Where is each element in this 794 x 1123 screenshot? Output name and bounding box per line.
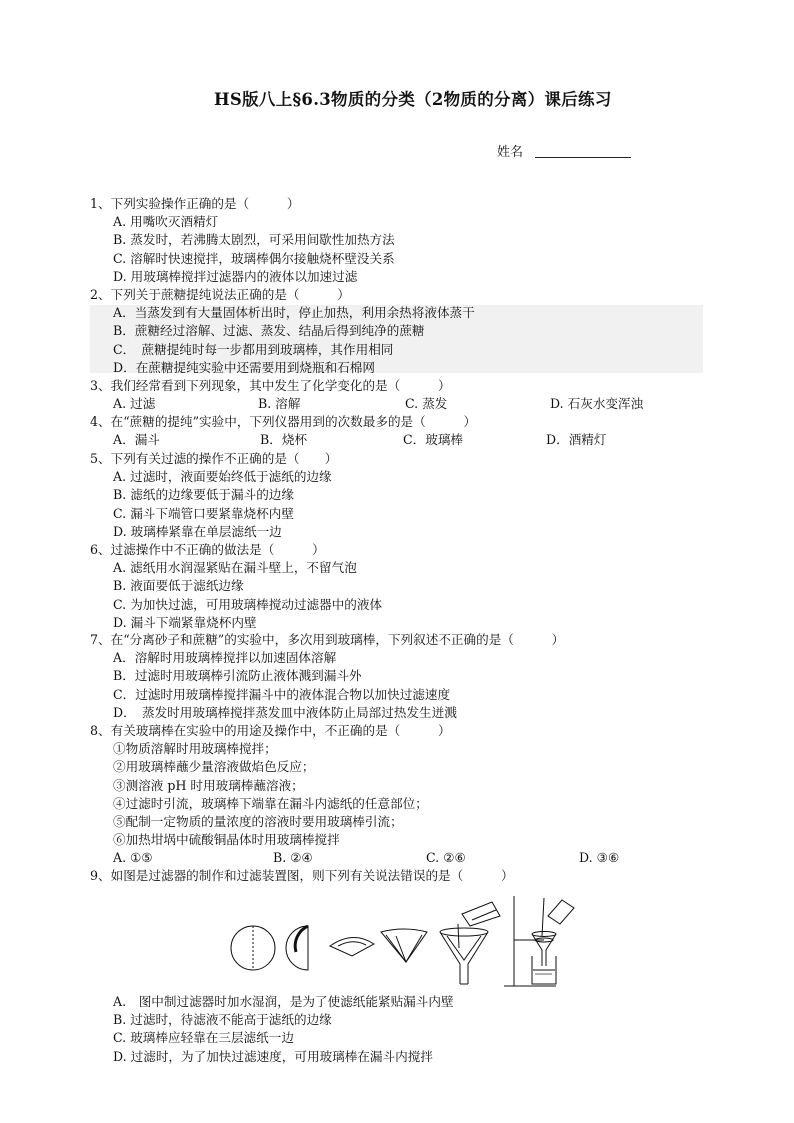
question-9 [90,867,514,885]
question-stem: 1、下列实验操作正确的是（ ） [90,196,300,211]
option-c[interactable]: C. 溶解时快速搅拌，玻璃棒偶尔接触烧杯壁没关系 [113,250,395,266]
statement-4: ④过滤时引流，玻璃棒下端靠在漏斗内滤纸的任意部位； [113,795,428,811]
option-c[interactable]: C．玻璃棒 [403,432,464,448]
filter-paper-circle [231,926,275,970]
option-row [90,849,620,867]
funnel [440,928,488,984]
question-6 [90,541,382,632]
filter-paper-cone [381,929,427,962]
ring-stand [504,896,556,986]
question-stem: 4、在“蔗糖的提纯”实验中，下列仪器用到的次数最多的是（ ） [90,414,477,429]
pouring-beaker [458,902,500,948]
question-7 [90,631,564,722]
option-b[interactable]: B．过滤时用玻璃棒引流防止液体溅到漏斗外 [113,668,362,684]
option-d[interactable]: D. 玻璃棒紧靠在单层滤纸一边 [113,523,282,539]
question-4 [90,413,607,449]
option-a[interactable]: A. 用嘴吹灭酒精灯 [113,214,219,230]
name-label: 姓名 [497,145,524,160]
option-a[interactable]: A．溶解时用玻璃棒搅拌以加速固体溶解 [113,650,337,666]
option-a[interactable]: A. ①⑤ [113,850,153,866]
option-b[interactable]: B. 蒸发时，若沸腾太剧烈，可采用间歇性加热方法 [113,232,395,248]
option-d[interactable]: D．在蔗糖提纯实验中还需要用到烧瓶和石棉网 [113,359,375,375]
option-b[interactable]: B. 液面要低于滤纸边缘 [113,578,244,594]
option-a[interactable]: A. 图中制过滤器时加水湿润，是为了使滤纸能紧贴漏斗内壁 [113,994,454,1009]
question-3 [90,377,644,413]
question-stem: 6、过滤操作中不正确的做法是（ ） [90,542,325,557]
option-d[interactable]: D．酒精灯 [546,432,607,448]
statement-6: ⑥加热坩埚中硫酸铜晶体时用玻璃棒搅拌 [113,832,340,848]
name-field [497,141,631,160]
stand-pouring-beaker [542,898,574,936]
option-c[interactable]: C. 为加快过滤，可用玻璃棒搅动过滤器中的液体 [113,596,383,612]
question-stem: 7、在“分离砂子和蔗糖”的实验中，多次用到玻璃棒，下列叙述不正确的是（ ） [90,632,565,647]
statement-3: ③测溶液 pH 时用玻璃棒蘸溶液； [113,777,304,793]
question-stem: 8、有关玻璃棒在实验中的用途及操作中，不正确的是（ ） [90,723,451,738]
option-d[interactable]: D. 用玻璃棒搅拌过滤器内的液体以加速过滤 [113,268,358,284]
filter-paper-quarter [330,937,374,956]
option-c[interactable]: C. ②⑥ [426,850,466,866]
option-c[interactable]: C． 蔗糖提纯时每一步都用到玻璃棒，其作用相同 [113,341,394,357]
option-c[interactable]: C. 漏斗下端管口要紧靠烧杯内壁 [113,505,294,521]
option-b[interactable]: B. 过滤时，待滤液不能高于滤纸的边缘 [113,1012,332,1028]
option-b[interactable]: B．烧杯 [260,432,308,448]
question-stem: 3、我们经常看到下列现象，其中发生了化学变化的是（ ） [90,378,451,393]
option-b[interactable]: B. 滤纸的边缘要低于漏斗的边缘 [113,487,294,503]
question-2 [90,286,475,377]
option-d[interactable]: D． 蒸发时用玻璃棒搅拌蒸发皿中液体防止局部过热发生迸溅 [113,704,457,720]
question-stem: 9、如图是过滤器的制作和过滤装置图，则下列有关说法错误的是（ ） [90,868,514,883]
option-c[interactable]: C. 玻璃棒应轻靠在三层滤纸一边 [113,1030,294,1046]
name-blank-line[interactable] [535,145,631,158]
filtration-figure [226,886,596,986]
option-a[interactable]: A. 滤纸用水润湿紧贴在漏斗壁上，不留气泡 [113,560,357,576]
option-a[interactable]: A. 过滤时，液面要始终低于滤纸的边缘 [113,469,332,485]
question-8 [90,722,620,868]
option-b[interactable]: B．蔗糖经过溶解、过滤、蒸发、结晶后得到纯净的蔗糖 [113,323,425,339]
option-c[interactable]: C．过滤时用玻璃棒搅拌漏斗中的液体混合物以加快过滤速度 [113,686,451,702]
statement-5: ⑤配制一定物质的量浓度的溶液时要用玻璃棒引流； [113,814,403,830]
option-a[interactable]: A．漏斗 [113,432,160,448]
question-stem: 5、下列有关过滤的操作不正确的是（ ） [90,451,338,466]
question-5 [90,450,337,541]
statement-1: ①物质溶解时用玻璃棒搅拌； [113,741,277,757]
statement-2: ②用玻璃棒蘸少量溶液做焰色反应； [113,759,315,775]
receiving-beaker [532,956,556,984]
option-b[interactable]: B. 溶解 [258,396,301,412]
filter-paper-half [286,926,308,970]
question-stem: 2、下列关于蔗糖提纯说法正确的是（ ） [90,287,350,302]
filtration-figure-drawing [226,886,596,986]
question-1 [90,195,395,286]
option-row [90,431,607,449]
option-b[interactable]: B. ②④ [273,850,313,866]
option-row [90,395,644,413]
question-9-options [90,993,454,1066]
option-c[interactable]: C. 蒸发 [405,396,448,412]
option-d[interactable]: D. ③⑥ [579,850,620,866]
option-a[interactable]: A．当蒸发到有大量固体析出时，停止加热，利用余热将液体蒸干 [113,305,475,321]
option-d[interactable]: D. 过滤时，为了加快过滤速度，可用玻璃棒在漏斗内搅拌 [113,1048,433,1064]
option-a[interactable]: A. 过滤 [113,396,156,412]
option-d[interactable]: D. 石灰水变浑浊 [550,396,644,412]
option-d[interactable]: D. 漏斗下端紧靠烧杯内壁 [113,614,257,630]
page-title: HS版八上§6.3物质的分类（2物质的分离）课后练习 [214,90,612,109]
